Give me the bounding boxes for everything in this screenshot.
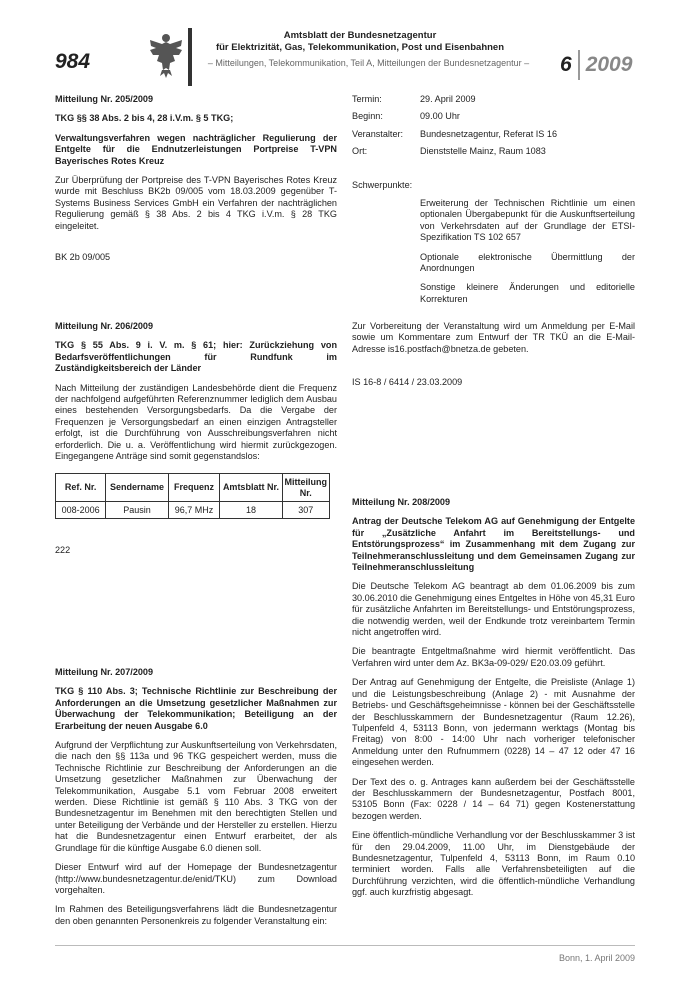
notice-title: Mitteilung Nr. 205/2009 bbox=[55, 94, 154, 104]
frequency-table bbox=[55, 473, 330, 519]
column-header: Amtsblatt Nr. bbox=[220, 474, 282, 502]
table-cell: 307 bbox=[282, 502, 330, 519]
table-cell: 008-2006 bbox=[56, 502, 106, 519]
list-item: Sonstige kleinere Änderungen und editorielle Korrekturen bbox=[420, 282, 635, 304]
journal-title: Amtsblatt der Bundesnetzagentur für Elektrizität, Gas, Telekommunikation, Post und Eisenbahnen bbox=[215, 30, 505, 53]
notice-body: Die Deutsche Telekom AG beantragt ab dem 01.06.2009 bis zum 30.06.2010 die Genehmigung eines Entgeltes in Höhe von 45,31 Euro für zusätzliche Anfahrten im Bereitstellungs- und Entstörungsprozess, die notwendig werden, weil der Endkunde trotz vereinbartem Termin nicht angetroffen wird. bbox=[352, 581, 635, 638]
focus-list bbox=[420, 198, 635, 305]
notice-title: Mitteilung Nr. 206/2009 bbox=[55, 321, 154, 331]
table-cell: 18 bbox=[220, 502, 282, 519]
notice-body: Dieser Entwurf wird auf der Homepage der Bundesnetzagentur (http://www.bundesnetzagentur.de/enid/TKU) zum Download vorgehalten. bbox=[55, 862, 337, 895]
notice-body: Zur Überprüfung der Portpreise des T-VPN Bayerisches Rotes Kreuz wurde mit Beschluss BK2b 09/005 vom 18.03.2009 gegenüber T-Systems Business Services GmbH ein Verfahren der nachträglichen Regulierung gemäß § 38 Abs. 2 bis 4 TKG i.V.m. § 28 TKG eingeleitet. bbox=[55, 175, 337, 231]
notice-body: Eine öffentlich-mündliche Verhandlung vor der Beschlusskammer 3 ist für den 29.04.2009, 11.00 Uhr, im Dienstgebäude der Bundesnetzagentur, Tulpenfeld 4, 53113 Bonn, im Raum 0.10 terminiert worden. Falls alle Verfahrensbeteiligten auf die Durchführung verzichten, wird die öffentlich-mündliche Verhandlung ggf. auch kurzfristig abgesagt. bbox=[352, 830, 635, 898]
notice-206 bbox=[55, 321, 337, 462]
notice-reference: IS 16-8 / 6414 / 23.03.2009 bbox=[352, 377, 463, 388]
notice-heading: TKG § 110 Abs. 3; Technische Richtlinie zur Beschreibung der Anforderungen an die Umsetzung gesetzlicher Maßnahmen zur Überwachung der Telekommunikation; Beteiligung an der Erarbeitung der neuen Ausgabe 6.0 bbox=[55, 686, 337, 731]
column-header: Ref. Nr. bbox=[56, 474, 106, 502]
list-item: Erweiterung der Technischen Richtlinie um einen optionalen Übergabepunkt für die Auskunftserteilung von Verkehrsdaten auf der Grundlage der ETSI-Spezifikation TS 102 657 bbox=[420, 198, 635, 243]
notice-body: Der Text des o. g. Antrages kann außerdem bei der Geschäftsstelle der Beschlusskammern der Bundesnetzagentur, Postfach 8001, 53105 Bonn (Fax: 0228 / 14 – 64 71) gegen Kostenerstattung bezogen werden. bbox=[352, 776, 635, 821]
table-row bbox=[56, 502, 330, 519]
event-details bbox=[352, 94, 635, 158]
notice-title: Mitteilung Nr. 207/2009 bbox=[55, 667, 154, 677]
list-item: Optionale elektronische Übermittlung der Anordnungen bbox=[420, 251, 635, 274]
table-cell: Pausin bbox=[106, 502, 168, 519]
table-cell: 96,7 MHz bbox=[168, 502, 220, 519]
table-header-row bbox=[56, 474, 330, 502]
notice-title: Mitteilung Nr. 208/2009 bbox=[352, 497, 451, 507]
notice-heading: Verwaltungsverfahren wegen nachträglicher Regulierung der Entgelte für die Endnutzerleistungen Portpreise T-VPN Bayerisches Rotes Kreuz bbox=[55, 132, 337, 166]
event-row: Ort: Dienststelle Mainz, Raum 1083 bbox=[352, 146, 546, 157]
registration-note: Zur Vorbereitung der Veranstaltung wird um Anmeldung per E-Mail sowie um Kommentare zum Entwurf der TR TKÜ an die E-Mail-Adresse is16.postfach@bnetza.de gebeten. IS 16-8 / 6414 / 23.03.2009 bbox=[352, 321, 635, 388]
notice-body: Im Rahmen des Beteiligungsverfahrens lädt die Bundesnetzagentur den oben genannten Personenkreis zu folgender Veranstaltung ein: bbox=[55, 904, 337, 926]
notice-body: Die beantragte Entgeltmaßnahme wird hiermit veröffentlicht. Das Verfahren wird unter dem Az. BK3a-09-029/ E20.03.09 geführt. bbox=[352, 646, 635, 668]
notice-207 bbox=[55, 667, 337, 927]
event-row: Termin: 29. April 2009 bbox=[352, 94, 476, 104]
journal-subtitle: – Mitteilungen, Telekommunikation, Teil A, Mitteilungen der Bundesnetzagentur – bbox=[207, 58, 530, 68]
issue-number: 6 2009 bbox=[560, 50, 632, 80]
notice-subject: TKG §§ 38 Abs. 2 bis 4, 28 i.V.m. § 5 TKG; bbox=[55, 113, 234, 124]
event-row: Beginn: 09.00 Uhr bbox=[352, 111, 460, 122]
notice-heading: Antrag der Deutsche Telekom AG auf Genehmigung der Entgelte für „Zusätzliche Anfahrt im Bereitstellungs- und Entstörungsprozess“ im Zusammenhang mit dem Zugang zur Teilnehmeranschlussleitung und dem Gemeinsamen Zugang zur Teilnehmeranschlussleitung bbox=[352, 516, 635, 573]
header-divider bbox=[188, 28, 192, 86]
notice-body: Aufgrund der Verpflichtung zur Auskunftserteilung von Verkehrsdaten, die nach den §§ 113a und 96 TKG gespeichert werden, muss die Technische Richtlinie zur Beschreibung der Anforderungen an die Umsetzung gesetzlicher Maßnahmen zur Überwachung der Telekommunikation, Ausgabe 5.1 vom Februar 2008 erweitert werden. Diese Richtlinie ist gemäß § 110 Abs. 3 TKG von der Bundesnetzagentur im Benehmen mit den berechtigten Stellen und unter Beteiligung der Verbände und der Hersteller zu erstellen. Hierzu hat die Bundesnetzagentur einen Entwurf erarbeitet, der als Grundlage für die künftige Ausgabe 6.0 dienen soll. bbox=[55, 740, 337, 853]
notice-reference: BK 2b 09/005 bbox=[55, 252, 111, 263]
column-header: Mitteilung Nr. bbox=[282, 474, 330, 502]
notice-205 bbox=[55, 94, 337, 263]
focus-label: Schwerpunkte: bbox=[352, 180, 413, 190]
page-number: 984 bbox=[55, 50, 91, 73]
federal-eagle-icon bbox=[148, 30, 184, 82]
column-header: Sendername bbox=[106, 474, 168, 502]
notice-body: Der Antrag auf Genehmigung der Entgelte, die Preisliste (Anlage 1) und die Leistungsbeschreibung (Anlage 2) - mit Ausnahme der Betriebs- und Geschäftsgeheimnisse - können bei der Geschäftsstelle der Beschlusskammern der Bundesnetzagentur (Raum 12.26), Tulpenfeld 4, 53113 Bonn, von jedermann werktags (Montag bis Freitag) von 8:00 - 14:00 Uhr nach vorheriger telefonischer Anmeldung unter den Rufnummern (0228) 14 – 47 12 oder 47 16 eingesehen werden. bbox=[352, 677, 635, 768]
notice-208 bbox=[352, 497, 635, 899]
event-row: Veranstalter: Bundesnetzagentur, Referat IS 16 bbox=[352, 128, 558, 139]
footer-divider bbox=[55, 945, 635, 946]
notice-body: Nach Mitteilung der zuständigen Landesbehörde dient die Frequenz der nachfolgend aufgeführten Referenznummer lediglich dem Ausbau eines bestehenden Versorgungsbedarfs. Da die Vergabe der Frequenzen je Versorgungsbedarf an einen einzigen Antragsteller erfolgt, ist die Durchführung von Ausschreibungsverfahren nicht erforderlich. Die u. a. Veröffentlichung wird hiermit zurückgezogen. Eingegangene Anträge sind somit gegenstandslos: bbox=[55, 382, 337, 462]
notice-heading: TKG § 55 Abs. 9 i. V. m. § 61; hier: Zurückziehung von Bedarfsveröffentlichungen für Rundfunk im Zuständigkeitsbereich der Länder bbox=[55, 340, 337, 374]
footer-place-date: Bonn, 1. April 2009 bbox=[558, 953, 635, 963]
notice-206-reference: 222 bbox=[55, 545, 71, 555]
column-header: Frequenz bbox=[168, 474, 220, 502]
